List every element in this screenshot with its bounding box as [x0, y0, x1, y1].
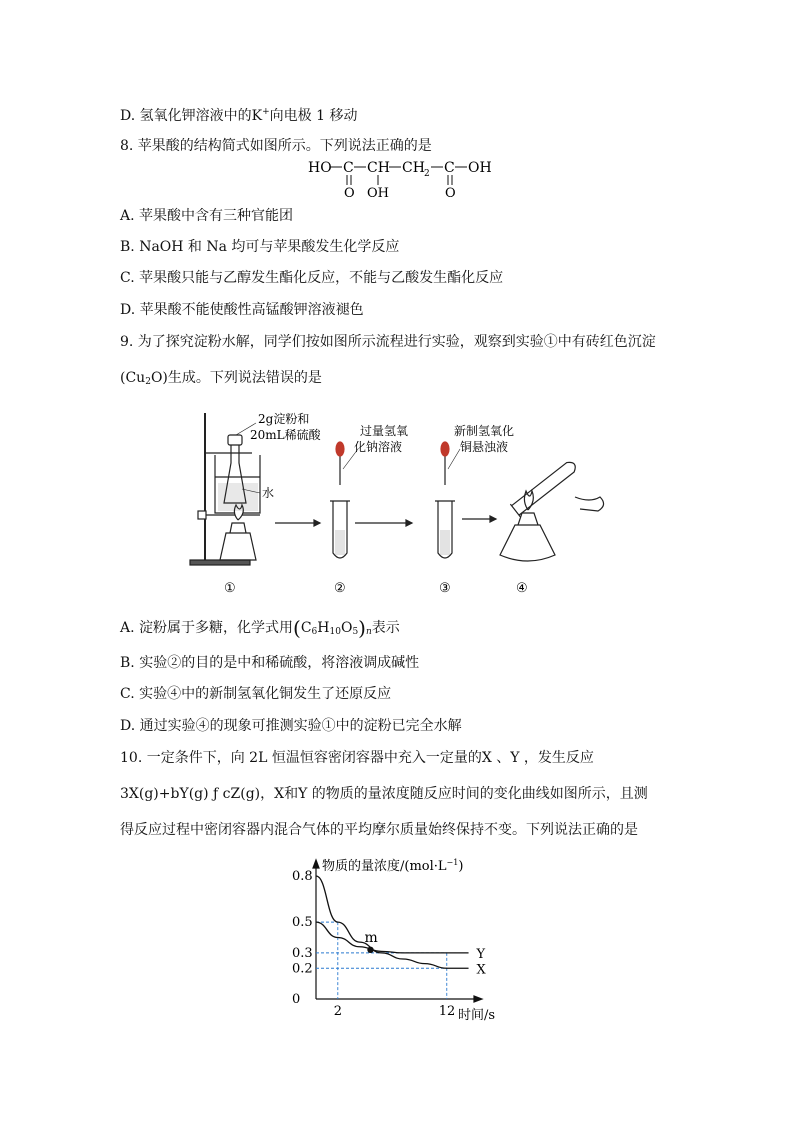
- series-line-Y: [316, 922, 469, 953]
- reagent2-label-line2: 化钠溶液: [354, 440, 403, 454]
- q9-option-a-suffix: 表示: [371, 620, 400, 636]
- q9-formula-paren-close: ): [358, 616, 366, 640]
- q9-formula-sub: 2: [145, 377, 151, 387]
- q9-formula-h-sub: 10: [329, 627, 341, 637]
- structure-o2: O: [445, 186, 456, 200]
- step-label-4: ④: [516, 581, 528, 596]
- y-tick-label: 0.5: [292, 915, 313, 931]
- q9-formula-o: O: [340, 620, 353, 636]
- structure-hydroxyl: OH: [367, 186, 389, 200]
- q10-stem-line1: 10. 一定条件下，向 2L 恒温恒容密闭容器中充入一定量的X 、Y ，发生反应: [120, 750, 594, 766]
- starch-hydrolysis-apparatus: [180, 405, 620, 600]
- structure-ho: HO: [308, 160, 332, 176]
- q9-formula-c: C: [300, 620, 312, 636]
- reagent3-label-line2: 铜悬浊液: [460, 440, 509, 454]
- malic-acid-structure: [300, 152, 500, 200]
- q10-stem-line3: 得反应过程中密闭容器内混合气体的平均摩尔质量始终保持不变。下列说法正确的是: [120, 822, 638, 838]
- water-label: 水: [262, 486, 275, 500]
- q10-stem-line2: [120, 784, 648, 804]
- structure-c2: C: [444, 160, 455, 176]
- q9-option-d: D. 通过实验④的现象可推测实验①中的淀粉已完全水解: [120, 718, 462, 734]
- series-label-X: X: [476, 962, 486, 978]
- concentration-time-chart: [290, 850, 520, 1025]
- step-label-1: ①: [224, 581, 236, 596]
- structure-ch2-subscript: 2: [424, 169, 430, 179]
- q9-option-b: B. 实验②的目的是中和稀硫酸，将溶液调成碱性: [120, 655, 420, 671]
- y-tick-label: 0: [292, 992, 301, 1007]
- structure-oh: OH: [468, 160, 492, 176]
- y-tick-label: 0.2: [292, 961, 313, 977]
- q9-formula-o: O: [150, 370, 163, 386]
- q9-formula-c-sub: 6: [311, 627, 318, 637]
- q9-stem-suffix: )生成。下列说法错误的是: [162, 370, 322, 386]
- intersection-label-m: m: [364, 929, 378, 946]
- q7-option-d-ion-charge: +: [262, 107, 270, 117]
- q9-stem-line1: 9. 为了探究淀粉水解，同学们按如图所示流程进行实验，观察到实验①中有砖红色沉淀: [120, 334, 656, 350]
- x-tick-label: 12: [438, 1004, 456, 1019]
- structure-ch2: CH: [402, 160, 425, 176]
- q9-paren-open: (: [120, 370, 126, 386]
- q10-equation: 3X(g)+bY(g) ƒ cZ(g): [120, 786, 261, 802]
- structure-c1: C: [343, 160, 354, 176]
- q7-option-d-suffix: 向电极 1 移动: [269, 108, 358, 124]
- x-tick-label: 2: [333, 1004, 343, 1019]
- q9-option-a-prefix: A. 淀粉属于多糖，化学式用: [120, 620, 294, 636]
- q8-option-c: C. 苹果酸只能与乙醇发生酯化反应，不能与乙酸发生酯化反应: [120, 270, 504, 286]
- y-tick-label: 0.8: [292, 869, 313, 884]
- q8-option-d: D. 苹果酸不能使酸性高锰酸钾溶液褪色: [120, 302, 364, 318]
- q9-formula-cu: Cu: [125, 370, 146, 386]
- q7-option-d-ion: K: [251, 108, 263, 124]
- y-tick-label: 0.3: [292, 945, 313, 961]
- chart-xlabel: 时间/s: [458, 1008, 496, 1023]
- structure-ch: CH: [367, 160, 390, 176]
- reagent3-label-line1: 新制氢氧化: [454, 424, 515, 438]
- step-label-3: ③: [439, 581, 451, 596]
- q8-option-b: B. NaOH 和 Na 均可与苹果酸发生化学反应: [120, 239, 400, 255]
- structure-o1: O: [344, 186, 355, 200]
- q9-option-a: [120, 618, 400, 642]
- q7-option-d: [120, 102, 357, 126]
- chart-ylabel: 物质的量浓度$/(mol\cdot L^{-1})$: [322, 858, 464, 874]
- reagent2-label-line1: 过量氢氧: [360, 424, 409, 438]
- q9-stem-line2: [120, 368, 322, 392]
- intersection-point-m: [367, 947, 373, 953]
- q10-stem-line2-suffix: ，X和Y 的物质的量浓度随反应时间的变化曲线如图所示，且测: [260, 786, 648, 802]
- q7-option-d-prefix: D. 氢氧化钾溶液中的: [120, 108, 252, 124]
- q9-formula-o-sub: 5: [352, 627, 359, 637]
- series-line-X: [316, 876, 469, 968]
- reagent1-label-line2: 20mL稀硫酸: [250, 428, 321, 442]
- q8-option-a: A. 苹果酸中含有三种官能团: [120, 208, 294, 224]
- q9-formula-h: H: [317, 620, 330, 636]
- reagent1-label-line1: 2g淀粉和: [258, 412, 310, 426]
- q9-formula-n: n: [365, 627, 372, 637]
- q9-option-c: C. 实验④中的新制氢氧化铜发生了还原反应: [120, 686, 392, 702]
- q9-formula-paren-open: (: [293, 616, 301, 640]
- series-label-Y: Y: [476, 946, 486, 962]
- q8-stem: 8. 苹果酸的结构简式如图所示。下列说法正确的是: [120, 138, 432, 154]
- step-label-2: ②: [334, 581, 346, 596]
